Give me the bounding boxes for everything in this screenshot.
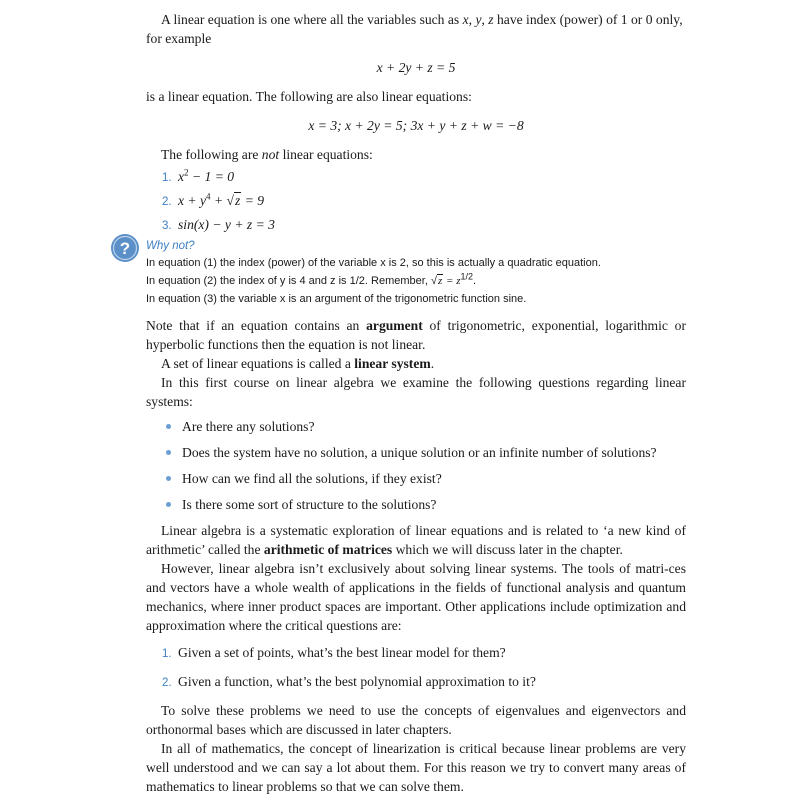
bullet-icon xyxy=(166,502,171,507)
question-circle-icon xyxy=(110,233,140,263)
list-item: 2. $x + y^4 + √z = 9$ xyxy=(162,191,265,208)
nonlinear-intro: The following are not linear equations: xyxy=(161,147,373,162)
linear-system-paragraph: A set of linear equations is called a linear system. xyxy=(161,356,435,371)
list-item: Are there any solutions? xyxy=(168,417,686,436)
list-item: 1. Given a set of points, what’s the best linear model for them? xyxy=(162,645,506,660)
linear-examples-intro: is a linear equation. The following are also linear equations: xyxy=(146,89,472,104)
list-item: Does the system have no solution, a unique solution or an infinite number of solutions? xyxy=(168,443,686,462)
textbook-page xyxy=(119,8,686,796)
equation-example: x + 2y + z = 5 xyxy=(376,60,456,75)
applications-paragraph: However, linear algebra isn’t exclusively about solving linear systems. The tools of matri-ces and vectors have a whole wealth of applications in the fields of functional analysis and quantum mechanics, where inner product spaces are important. Other applications include optimization and approximation where the critical questions are: xyxy=(146,561,686,633)
bullet-icon xyxy=(166,424,171,429)
eigen-paragraph: To solve these problems we need to use the concepts of eigenvalues and eigenvectors and orthonormal bases which are discussed in later chapters. xyxy=(146,703,686,737)
list-item: Is there some sort of structure to the solutions? xyxy=(168,495,686,514)
why-not-box xyxy=(119,239,686,308)
why-not-title: Why not? xyxy=(146,240,195,252)
why-not-line: In equation (2) the index of y is 4 and z is 1/2. Remember, $√z = z^{1/2}$. xyxy=(146,271,477,287)
questions-intro: In this first course on linear algebra we examine the following questions regarding linear systems: xyxy=(146,375,686,409)
svg-text:?: ? xyxy=(119,239,131,258)
matrices-paragraph: Linear algebra is a systematic exploration of linear equations and is related to ‘a new kind of arithmetic’ called the arithmetic of matrices which we will discuss later in the chapter. xyxy=(146,523,686,557)
linearization-paragraph: In all of mathematics, the concept of linearization is critical because linear problems are very well understood and we can say a lot about them. For this reason we try to convert many areas of mathematics to linear problems so that we can solve them. xyxy=(146,741,686,794)
argument-paragraph: Note that if an equation contains an argument of trigonometric, exponential, logarithmic or hyperbolic functions then the equation is not linear. xyxy=(146,318,686,352)
bullet-icon xyxy=(166,476,171,481)
bullet-icon xyxy=(166,450,171,455)
intro-paragraph: A linear equation is one where all the variables such as x, y, z have index (power) of 1 or 0 only, for example xyxy=(146,12,683,46)
list-item: 1. $x^2 - 1 = 0$ xyxy=(162,167,235,184)
nonlinear-list xyxy=(146,167,686,236)
why-not-line: In equation (3) the variable x is an argument of the trigonometric function sine. xyxy=(146,293,527,305)
equation-examples: x = 3; x + 2y = 5; 3x + y + z + w = −8 xyxy=(308,118,524,133)
list-item: How can we find all the solutions, if they exist? xyxy=(168,469,686,488)
list-item: 3. sin(x) − y + z = 3 xyxy=(162,217,275,232)
why-not-line: In equation (1) the index (power) of the variable x is 2, so this is actually a quadratic equation. xyxy=(146,257,601,269)
applications-list xyxy=(146,643,686,693)
questions-list xyxy=(146,417,686,514)
list-item: 2. Given a function, what’s the best polynomial approximation to it? xyxy=(162,674,536,689)
